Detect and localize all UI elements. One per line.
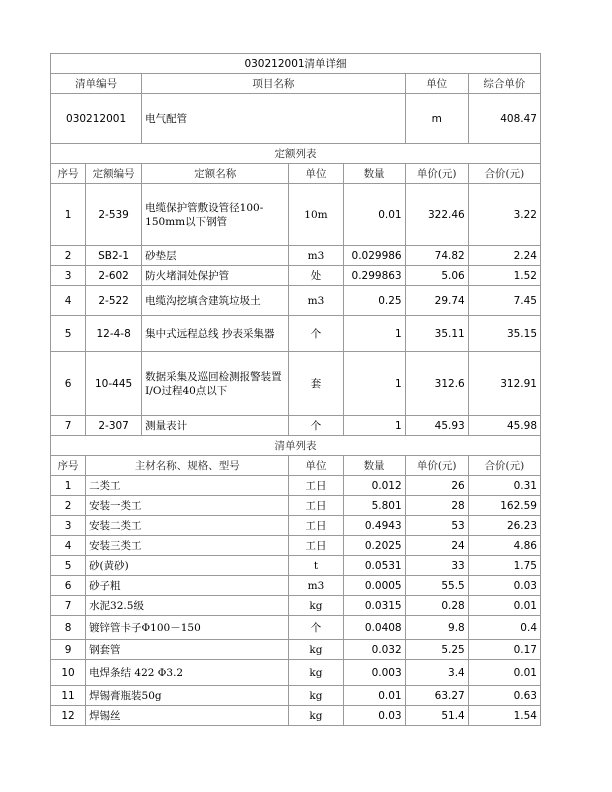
quota-row xyxy=(51,266,541,286)
header-name-label: 项目名称 xyxy=(142,74,405,94)
quota-col-total: 合价(元) xyxy=(468,164,540,184)
material-row xyxy=(51,686,541,706)
quota-total: 312.91 xyxy=(468,352,540,416)
quota-unit: 处 xyxy=(289,266,343,286)
quota-name: 集中式远程总线 抄表采集器 xyxy=(142,316,289,352)
bill-name: 电气配管 xyxy=(142,94,405,144)
quota-no: 3 xyxy=(51,266,86,286)
material-price: 9.8 xyxy=(405,616,468,640)
material-unit: 工日 xyxy=(289,496,343,516)
bill-price: 408.47 xyxy=(468,94,540,144)
material-name: 钢套管 xyxy=(86,640,289,660)
header-unit-label: 单位 xyxy=(405,74,468,94)
quota-qty: 0.299863 xyxy=(343,266,405,286)
quota-code: 2-539 xyxy=(86,184,142,246)
material-price: 63.27 xyxy=(405,686,468,706)
material-no: 12 xyxy=(51,706,86,726)
materials-col-no: 序号 xyxy=(51,456,86,476)
quota-code: 2-307 xyxy=(86,416,142,436)
quota-unit: m3 xyxy=(289,286,343,316)
material-unit: kg xyxy=(289,706,343,726)
material-qty: 0.01 xyxy=(343,686,405,706)
quota-unit: m3 xyxy=(289,246,343,266)
material-total: 0.03 xyxy=(468,576,540,596)
material-price: 24 xyxy=(405,536,468,556)
quota-unit: 个 xyxy=(289,316,343,352)
material-qty: 0.0315 xyxy=(343,596,405,616)
quota-code: SB2-1 xyxy=(86,246,142,266)
material-qty: 0.03 xyxy=(343,706,405,726)
bill-code: 030212001 xyxy=(51,94,142,144)
quota-total: 3.22 xyxy=(468,184,540,246)
material-unit: kg xyxy=(289,660,343,686)
material-total: 162.59 xyxy=(468,496,540,516)
quota-no: 2 xyxy=(51,246,86,266)
material-unit: 工日 xyxy=(289,536,343,556)
quota-no: 6 xyxy=(51,352,86,416)
quota-col-price: 单价(元) xyxy=(405,164,468,184)
material-total: 1.54 xyxy=(468,706,540,726)
material-total: 0.17 xyxy=(468,640,540,660)
material-name: 水泥32.5级 xyxy=(86,596,289,616)
material-row xyxy=(51,476,541,496)
material-total: 0.01 xyxy=(468,660,540,686)
quota-price: 322.46 xyxy=(405,184,468,246)
material-qty: 0.003 xyxy=(343,660,405,686)
material-price: 28 xyxy=(405,496,468,516)
quota-col-no: 序号 xyxy=(51,164,86,184)
material-name: 镀锌管卡子Φ100－150 xyxy=(86,616,289,640)
quota-total: 1.52 xyxy=(468,266,540,286)
material-no: 4 xyxy=(51,536,86,556)
quota-qty: 1 xyxy=(343,352,405,416)
quota-qty: 0.029986 xyxy=(343,246,405,266)
materials-col-total: 合价(元) xyxy=(468,456,540,476)
material-no: 6 xyxy=(51,576,86,596)
materials-col-qty: 数量 xyxy=(343,456,405,476)
material-row xyxy=(51,660,541,686)
quota-col-name: 定额名称 xyxy=(142,164,289,184)
material-name: 焊锡丝 xyxy=(86,706,289,726)
material-qty: 0.032 xyxy=(343,640,405,660)
quota-no: 4 xyxy=(51,286,86,316)
material-qty: 0.012 xyxy=(343,476,405,496)
material-qty: 0.0005 xyxy=(343,576,405,596)
quota-row xyxy=(51,316,541,352)
page-title: 030212001清单详细 xyxy=(51,54,541,74)
quota-price: 35.11 xyxy=(405,316,468,352)
material-unit: kg xyxy=(289,686,343,706)
quota-price: 312.6 xyxy=(405,352,468,416)
material-total: 26.23 xyxy=(468,516,540,536)
material-unit: 工日 xyxy=(289,516,343,536)
materials-col-unit: 单位 xyxy=(289,456,343,476)
quota-name: 电缆保护管敷设管径100-150mm以下钢管 xyxy=(142,184,289,246)
material-no: 7 xyxy=(51,596,86,616)
materials-col-name: 主材名称、规格、型号 xyxy=(86,456,289,476)
material-total: 0.31 xyxy=(468,476,540,496)
quota-price: 74.82 xyxy=(405,246,468,266)
quota-row xyxy=(51,286,541,316)
material-no: 3 xyxy=(51,516,86,536)
material-price: 53 xyxy=(405,516,468,536)
quota-name: 测量表计 xyxy=(142,416,289,436)
material-total: 0.4 xyxy=(468,616,540,640)
material-price: 55.5 xyxy=(405,576,468,596)
material-name: 二类工 xyxy=(86,476,289,496)
quota-total: 45.98 xyxy=(468,416,540,436)
material-total: 0.63 xyxy=(468,686,540,706)
quota-code: 2-522 xyxy=(86,286,142,316)
material-price: 0.28 xyxy=(405,596,468,616)
quota-qty: 0.01 xyxy=(343,184,405,246)
material-name: 安装二类工 xyxy=(86,516,289,536)
material-qty: 0.0531 xyxy=(343,556,405,576)
material-no: 5 xyxy=(51,556,86,576)
material-unit: t xyxy=(289,556,343,576)
material-row xyxy=(51,496,541,516)
material-row xyxy=(51,536,541,556)
quota-name: 砂垫层 xyxy=(142,246,289,266)
material-name: 电焊条结 422 Φ3.2 xyxy=(86,660,289,686)
material-name: 焊锡膏瓶装50g xyxy=(86,686,289,706)
material-no: 9 xyxy=(51,640,86,660)
material-price: 5.25 xyxy=(405,640,468,660)
material-row xyxy=(51,556,541,576)
quota-name: 防火堵洞处保护管 xyxy=(142,266,289,286)
material-name: 砂子粗 xyxy=(86,576,289,596)
quota-name: 数据采集及巡回检测报警装置I/O过程40点以下 xyxy=(142,352,289,416)
material-row xyxy=(51,706,541,726)
quota-no: 1 xyxy=(51,184,86,246)
quota-row xyxy=(51,184,541,246)
material-qty: 5.801 xyxy=(343,496,405,516)
material-unit: m3 xyxy=(289,576,343,596)
quota-total: 2.24 xyxy=(468,246,540,266)
quota-unit: 10m xyxy=(289,184,343,246)
quota-col-unit: 单位 xyxy=(289,164,343,184)
material-no: 8 xyxy=(51,616,86,640)
material-total: 1.75 xyxy=(468,556,540,576)
quota-row xyxy=(51,416,541,436)
material-qty: 0.4943 xyxy=(343,516,405,536)
material-price: 3.4 xyxy=(405,660,468,686)
quota-total: 35.15 xyxy=(468,316,540,352)
material-unit: kg xyxy=(289,596,343,616)
quota-qty: 0.25 xyxy=(343,286,405,316)
material-row xyxy=(51,616,541,640)
quota-row xyxy=(51,352,541,416)
quota-price: 5.06 xyxy=(405,266,468,286)
material-price: 33 xyxy=(405,556,468,576)
material-no: 10 xyxy=(51,660,86,686)
material-no: 1 xyxy=(51,476,86,496)
material-row xyxy=(51,640,541,660)
material-total: 4.86 xyxy=(468,536,540,556)
material-name: 砂(黄砂) xyxy=(86,556,289,576)
quota-no: 7 xyxy=(51,416,86,436)
quota-code: 12-4-8 xyxy=(86,316,142,352)
materials-section-title: 清单列表 xyxy=(51,436,541,456)
quota-col-code: 定额编号 xyxy=(86,164,142,184)
bill-unit: m xyxy=(405,94,468,144)
quota-header-row xyxy=(51,164,541,184)
quota-code: 2-602 xyxy=(86,266,142,286)
quota-price: 45.93 xyxy=(405,416,468,436)
quota-unit: 个 xyxy=(289,416,343,436)
materials-col-price: 单价(元) xyxy=(405,456,468,476)
material-row xyxy=(51,596,541,616)
quota-price: 29.74 xyxy=(405,286,468,316)
material-name: 安装三类工 xyxy=(86,536,289,556)
material-total: 0.01 xyxy=(468,596,540,616)
header-price-label: 综合单价 xyxy=(468,74,540,94)
quota-code: 10-445 xyxy=(86,352,142,416)
material-unit: 工日 xyxy=(289,476,343,496)
header-code-label: 清单编号 xyxy=(51,74,142,94)
bill-detail-table xyxy=(50,53,541,726)
materials-header-row xyxy=(51,456,541,476)
material-price: 51.4 xyxy=(405,706,468,726)
material-qty: 0.0408 xyxy=(343,616,405,640)
material-price: 26 xyxy=(405,476,468,496)
material-unit: 个 xyxy=(289,616,343,640)
material-unit: kg xyxy=(289,640,343,660)
material-row xyxy=(51,516,541,536)
quota-qty: 1 xyxy=(343,316,405,352)
material-no: 2 xyxy=(51,496,86,516)
quota-no: 5 xyxy=(51,316,86,352)
material-name: 安装一类工 xyxy=(86,496,289,516)
quota-unit: 套 xyxy=(289,352,343,416)
quota-total: 7.45 xyxy=(468,286,540,316)
material-row xyxy=(51,576,541,596)
quota-section-title: 定额列表 xyxy=(51,144,541,164)
quota-qty: 1 xyxy=(343,416,405,436)
material-no: 11 xyxy=(51,686,86,706)
quota-name: 电缆沟挖填含建筑垃圾土 xyxy=(142,286,289,316)
material-qty: 0.2025 xyxy=(343,536,405,556)
quota-col-qty: 数量 xyxy=(343,164,405,184)
quota-row xyxy=(51,246,541,266)
